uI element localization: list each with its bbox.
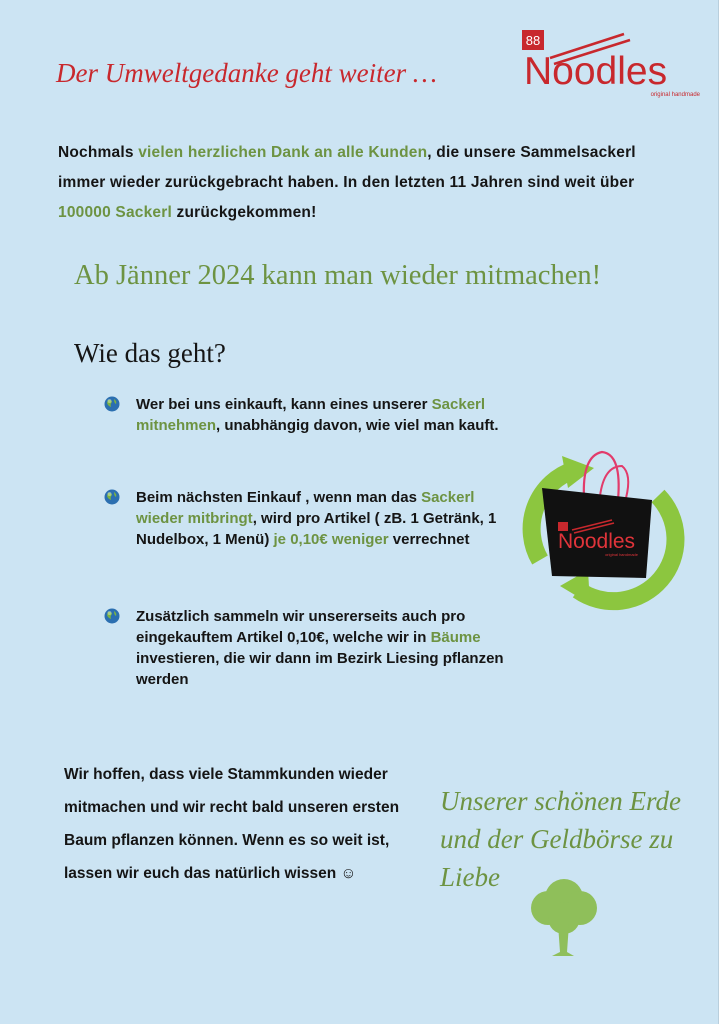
- globe-icon: [104, 396, 120, 412]
- svg-text:Noodles: Noodles: [558, 530, 636, 553]
- bullet-item: Zusätzlich sammeln wir unsererseits auch pro eingekauftem Artikel 0,10€, welche wir in Bäume investieren, die wir dann im Bezirk Liesing pflanzen werden: [104, 606, 504, 690]
- svg-text:88: 88: [525, 33, 541, 48]
- bullet-item: Beim nächsten Einkauf , wenn man das Sackerl wieder mitbringt, wird pro Artikel ( zB. 1 Getränk, 1 Nudelbox, 1 Menü) je 0,10€ weniger verrechnet: [104, 487, 504, 550]
- intro-highlight-count: 100000 Sackerl: [58, 204, 172, 221]
- flyer-title: Der Umweltgedanke geht weiter …: [56, 58, 437, 88]
- headline: Ab Jänner 2024 kann man wieder mitmachen!: [74, 260, 602, 291]
- svg-text:original handmade: original handmade: [650, 92, 700, 98]
- noodles-logo: [520, 28, 705, 100]
- globe-icon: [104, 608, 120, 624]
- closing-paragraph: Wir hoffen, dass viele Stammkunden wieder mitmachen und wir recht bald unseren ersten Baum pflanzen können. Wenn es so weit ist, lassen wir euch das natürlich wissen ☺: [64, 766, 400, 882]
- svg-text:Noodles: Noodles: [524, 50, 668, 93]
- tagline: Unserer schönen Erde und der Geldbörse zu Liebe: [440, 786, 681, 892]
- globe-icon: [104, 489, 120, 505]
- bullet-item: Wer bei uns einkauft, kann eines unserer Sackerl mitnehmen, unabhängig davon, wie viel man kauft.: [104, 394, 504, 436]
- svg-text:original handmade: original handmade: [605, 552, 638, 557]
- subheading: Wie das geht?: [74, 338, 226, 368]
- intro-paragraph: Nochmals vielen herzlichen Dank an alle Kunden, die unsere Sammelsackerl immer wieder zurückgebracht haben. In den letzten 11 Jahren sind weit über 100000 Sackerl zurückgekommen!: [58, 144, 636, 221]
- tree-icon: [524, 878, 602, 958]
- recycle-bag-icon: [512, 440, 687, 615]
- intro-highlight-thanks: vielen herzlichen Dank an alle Kunden: [138, 144, 428, 161]
